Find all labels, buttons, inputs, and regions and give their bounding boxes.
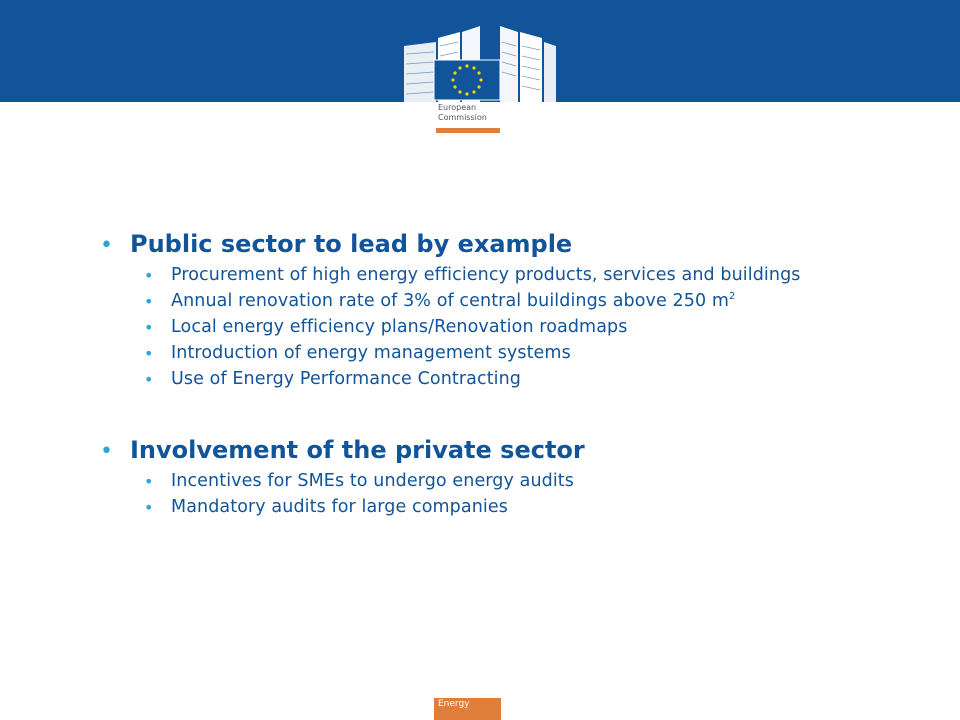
list-item-text: Incentives for SMEs to undergo energy audits: [171, 471, 574, 491]
list-item: [144, 292, 880, 311]
list-item-text: Introduction of energy management systems: [171, 343, 571, 363]
public-sector-list: [100, 266, 880, 389]
list-item-text: Use of Energy Performance Contracting: [171, 369, 522, 389]
bullet-icon: •: [144, 370, 154, 389]
private-sector-list: [100, 472, 880, 517]
superscript-two: 2: [729, 291, 736, 303]
list-item: [144, 266, 880, 285]
list-item-text: Annual renovation rate of 3% of central buildings above 250 m: [171, 291, 730, 311]
bullet-icon: •: [144, 472, 154, 491]
list-item: [144, 498, 880, 517]
logo-caption-line2: Commission: [438, 113, 487, 122]
logo-caption-line1: European: [438, 103, 477, 112]
bullet-icon: •: [144, 266, 154, 285]
bullet-icon: •: [144, 292, 154, 311]
list-item: [144, 370, 880, 389]
footer-label: Energy: [438, 699, 470, 709]
section-heading-private-sector: [100, 434, 880, 468]
bullet-icon: •: [144, 318, 154, 337]
bullet-icon: •: [100, 439, 113, 464]
section-heading-text: Public sector to lead by example: [130, 230, 573, 258]
european-commission-logo: [400, 24, 560, 104]
section-spacer: [100, 396, 880, 434]
bullet-icon: •: [100, 233, 113, 258]
footer-tab: [434, 698, 501, 720]
logo-caption: [438, 103, 487, 123]
slide-content: [100, 228, 880, 524]
list-item-text: Local energy efficiency plans/Renovation roadmaps: [171, 317, 628, 337]
section-heading-text: Involvement of the private sector: [130, 436, 585, 464]
list-item-text: Mandatory audits for large companies: [171, 497, 508, 517]
list-item: [144, 344, 880, 363]
bullet-icon: •: [144, 498, 154, 517]
list-item: [144, 318, 880, 337]
list-item-text: Procurement of high energy efficiency products, services and buildings: [171, 265, 801, 285]
logo-underline-bar: [436, 128, 500, 133]
section-heading-public-sector: [100, 228, 880, 262]
bullet-icon: •: [144, 344, 154, 363]
list-item: [144, 472, 880, 491]
